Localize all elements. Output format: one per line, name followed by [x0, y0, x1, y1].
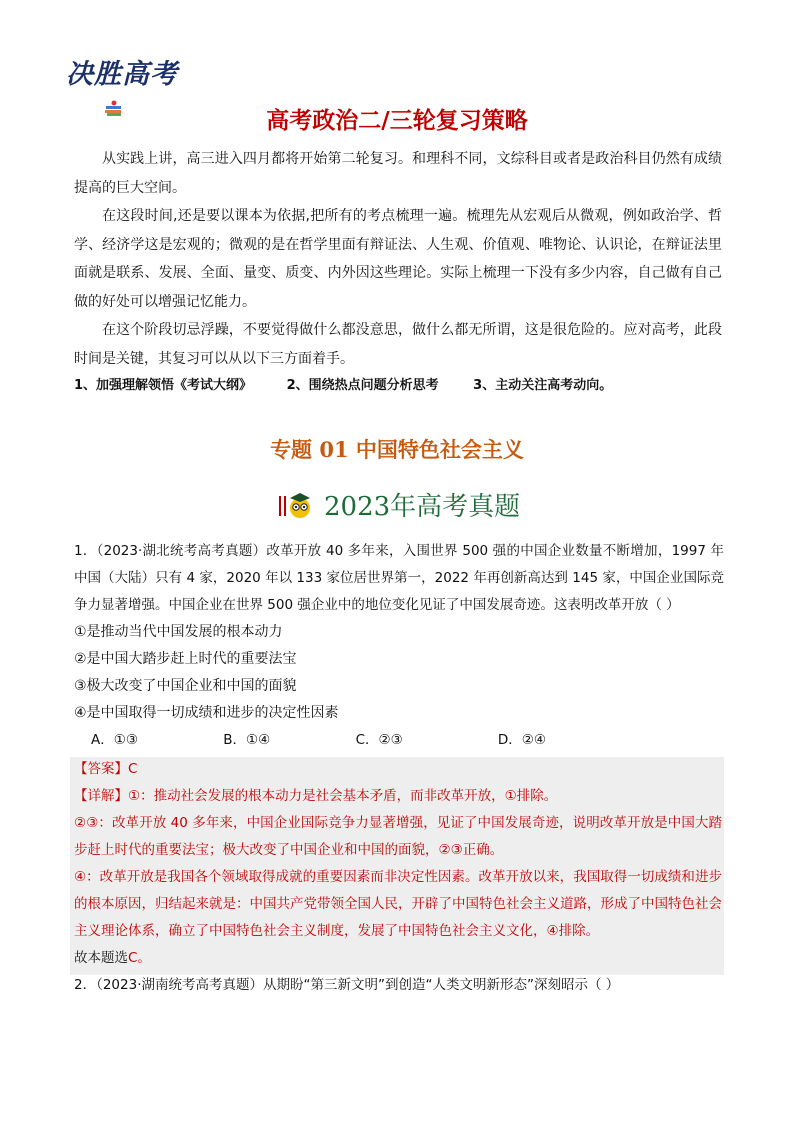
- page-title: 高考政治二/三轮复习策略: [266, 108, 528, 134]
- detail-text-3: ④：改革开放是我国各个领域取得成就的重要因素而非决定性因素。改革开放以来，我国取得一切成绩和进步的根本原因，归结起来就是：中国共产党带领全国人民，开辟了中国特色社会主义道路，形成了中国特色社会主义理论体系，确立了中国特色社会主义制度，发展了中国特色社会主义文化，④排除。: [74, 869, 722, 939]
- choice-c: C．②③: [355, 732, 403, 748]
- topic-title: 专题 01 中国特色社会主义: [270, 437, 524, 462]
- detail-text-1: ①：推动社会发展的根本动力是社会基本矛盾，而非改革开放，①排除。: [128, 788, 558, 804]
- choice-d: D．②④: [497, 732, 546, 748]
- conclusion-answer: C。: [128, 950, 151, 966]
- answer-line: [74, 756, 722, 783]
- section-title: 2023年高考真题: [324, 492, 521, 522]
- intro-paragraph-1: 从实践上讲，高三进入四月都将开始第二轮复习。和理科不同，文综科目或者是政治科目仍然有成绩提高的巨大空间。: [74, 151, 722, 196]
- intro-paragraph-3: 在这个阶段切忌浮躁，不要觉得做什么都没意思，做什么都无所谓，这是很危险的。应对高考，此段时间是关键，其复习可以从以下三方面着手。: [74, 322, 722, 367]
- conclusion-line: [74, 945, 722, 972]
- logo-text: 决胜高考: [66, 59, 178, 90]
- question-option: ④是中国取得一切成绩和进步的决定性因素: [74, 705, 339, 721]
- owl-badge-icon: [276, 490, 312, 520]
- intro-paragraph-2: 在这段时间,还是要以课本为依据,把所有的考点梳理一遍。梳理先从宏观后从微观，例如政治学、哲学、经济学这是宏观的；微观的是在哲学里面有辩证法、人生观、价值观、唯物论、认识论，在辩证法里面就是联系、发展、全面、量变、质变、内外因这些理论。实际上梳理一下没有多少内容，自己做有自己做的好处可以增强记忆能力。: [74, 208, 722, 310]
- detail-text-2: ②③：改革开放 40 多年来，中国企业国际竞争力显著增强，见证了中国发展奇迹，说明改革开放是中国大踏步赶上时代的重要法宝；极大改变了中国企业和中国的面貌，②③正确。: [74, 815, 722, 858]
- detail-label: 【详解】: [74, 788, 128, 804]
- question-1-stem: 1．（2023·湖北统考高考真题）改革开放 40 多年来，入围世界 500 强的中国企业数量不断增加，1997 年中国（大陆）只有 4 家，2020 年以 133 家位居世界第一，2022 年再创新高达到 145 家，中国企业国际竞争力显著增强。中国企业在世界 500 强企业中的地位变化见证了中国发展奇迹。这表明改革开放（ ）: [74, 543, 724, 613]
- tip-item: 2、围绕热点问题分析思考: [286, 378, 439, 393]
- tip-item: 1、加强理解领悟《考试大纲》: [74, 378, 253, 393]
- question-2-stem: 2．（2023·湖南统考高考真题）从期盼“第三新文明”到创造“人类文明新形态”深刻昭示（ ）: [74, 977, 620, 993]
- answer-label: 【答案】: [74, 761, 128, 777]
- conclusion-text: 故本题选: [74, 950, 128, 966]
- question-option: ②是中国大踏步赶上时代的重要法宝: [74, 651, 297, 667]
- review-tips: [74, 374, 642, 393]
- tip-item: 3、主动关注高考动向。: [473, 378, 613, 393]
- question-option: ③极大改变了中国企业和中国的面貌: [74, 678, 297, 694]
- choice-a: A．①③: [91, 732, 138, 748]
- answer-choices: [91, 728, 626, 748]
- choice-b: B．①④: [223, 732, 271, 748]
- answer-value: C: [128, 761, 138, 777]
- question-option: ①是推动当代中国发展的根本动力: [74, 624, 283, 640]
- detail-line-1: [74, 783, 722, 810]
